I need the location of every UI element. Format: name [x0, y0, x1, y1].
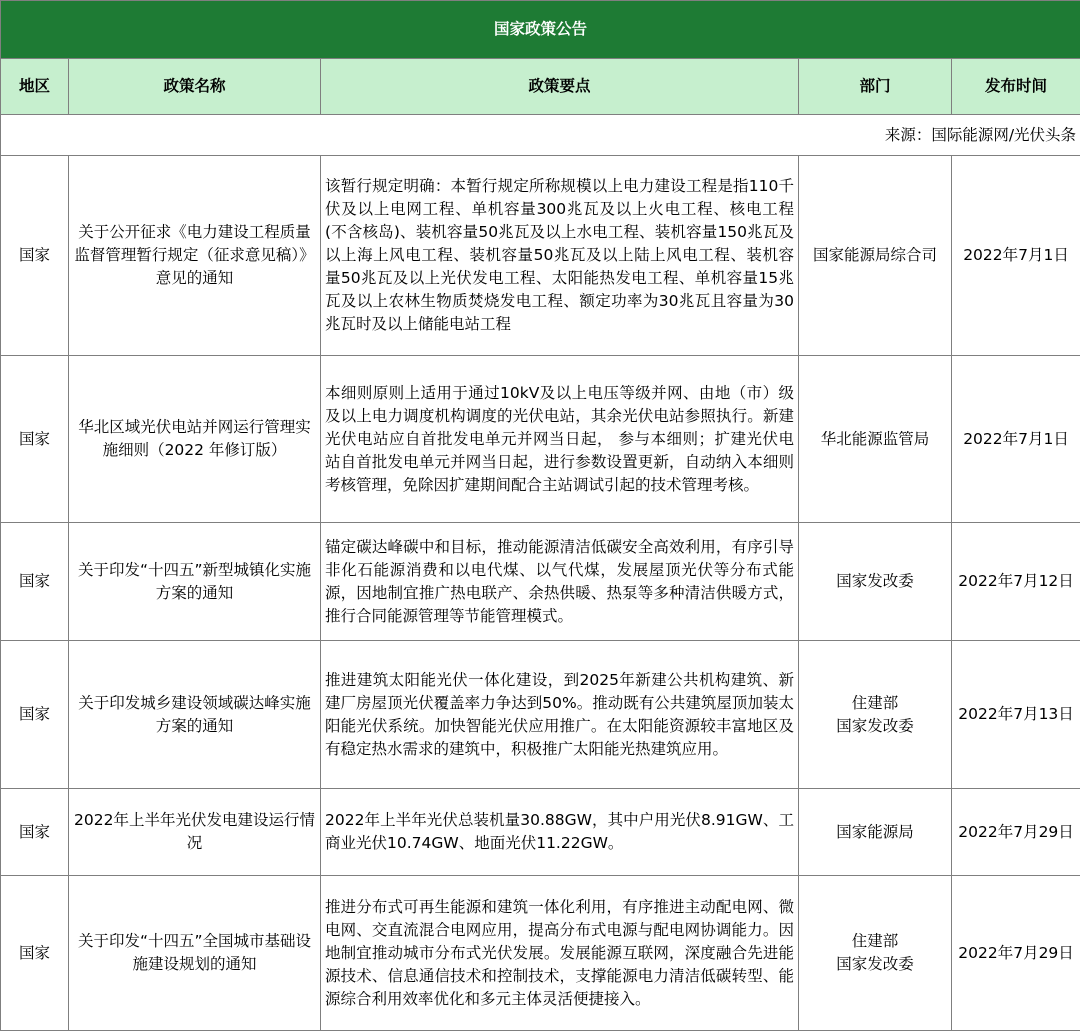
table-row	[1, 356, 1080, 523]
dept-line: 华北能源监管局	[820, 429, 930, 448]
table-row	[1, 789, 1080, 876]
cell-region: 国家	[1, 523, 69, 641]
cell-date: 2022年7月13日	[952, 641, 1080, 789]
cell-name: 关于印发“十四五”全国城市基础设施建设规划的通知	[69, 876, 321, 1031]
cell-points: 本细则原则上适用于通过10kV及以上电压等级并网、由地（市）级及以上电力调度机构调度的光伏电站，其余光伏电站参照执行。新建光伏电站应自首批发电单元并网当日起， 参与本细则；扩建光伏电站自首批发电单元并网当日起，进行参数设置更新，自动纳入本细则考核管理，免除因扩建期间配合主站调试引起的技术管理考核。	[321, 356, 799, 523]
dept-line: 住建部	[851, 693, 899, 712]
cell-region: 国家	[1, 156, 69, 356]
dept-line: 国家能源局	[836, 822, 914, 841]
cell-name: 关于公开征求《电力建设工程质量监督管理暂行规定（征求意见稿）》意见的通知	[69, 156, 321, 356]
source-row	[1, 115, 1080, 156]
table-row	[1, 156, 1080, 356]
cell-points: 推进分布式可再生能源和建筑一体化利用，有序推进主动配电网、微电网、交直流混合电网应用，提高分布式电源与配电网协调能力。因地制宜推动城市分布式光伏发展。发展能源互联网，深度融合先进能源技术、信息通信技术和控制技术，支撑能源电力清洁低碳转型、能源综合利用效率优化和多元主体灵活便捷接入。	[321, 876, 799, 1031]
cell-points: 该暂行规定明确：本暂行规定所称规模以上电力建设工程是指110千伏及以上电网工程、单机容量300兆瓦及以上火电工程、核电工程(不含核岛)、装机容量50兆瓦及以上水电工程、装机容量150兆瓦及以上海上风电工程、装机容量50兆瓦及以上陆上风电工程、装机容量50兆瓦及以上光伏发电工程、太阳能热发电工程、单机容量15兆瓦及以上农林生物质焚烧发电工程、额定功率为30兆瓦且容量为30兆瓦时及以上储能电站工程	[321, 156, 799, 356]
cell-date: 2022年7月29日	[952, 789, 1080, 876]
cell-points: 推进建筑太阳能光伏一体化建设，到2025年新建公共机构建筑、新建厂房屋顶光伏覆盖率力争达到50%。推动既有公共建筑屋顶加装太阳能光伏系统。加快智能光伏应用推广。在太阳能资源较丰富地区及有稳定热水需求的建筑中，积极推广太阳能光热建筑应用。	[321, 641, 799, 789]
dept-line: 国家发改委	[836, 955, 914, 973]
cell-points: 2022年上半年光伏总装机量30.88GW，其中户用光伏8.91GW、工商业光伏10.74GW、地面光伏11.22GW。	[321, 789, 799, 876]
table-row	[1, 876, 1080, 1031]
header-date: 发布时间	[952, 59, 1080, 115]
source-note: 来源：国际能源网/光伏头条	[1, 115, 1080, 156]
cell-date: 2022年7月29日	[952, 876, 1080, 1031]
cell-date: 2022年7月12日	[952, 523, 1080, 641]
cell-region: 国家	[1, 876, 69, 1031]
header-points: 政策要点	[321, 59, 799, 115]
table-row	[1, 641, 1080, 789]
header-name: 政策名称	[69, 59, 321, 115]
cell-date: 2022年7月1日	[952, 156, 1080, 356]
cell-region: 国家	[1, 356, 69, 523]
title-row	[1, 1, 1080, 59]
header-row	[1, 59, 1080, 115]
cell-region: 国家	[1, 641, 69, 789]
cell-name: 关于印发城乡建设领域碳达峰实施方案的通知	[69, 641, 321, 789]
table-title: 国家政策公告	[1, 1, 1080, 59]
cell-points: 锚定碳达峰碳中和目标，推动能源清洁低碳安全高效利用，有序引导非化石能源消费和以电代煤、以气代煤，发展屋顶光伏等分布式能源，因地制宜推广热电联产、余热供暖、热泵等多种清洁供暖方式，推行合同能源管理等节能管理模式。	[321, 523, 799, 641]
cell-name: 关于印发“十四五”新型城镇化实施方案的通知	[69, 523, 321, 641]
cell-dept	[799, 156, 952, 356]
header-region: 地区	[1, 59, 69, 115]
dept-line: 国家发改委	[836, 716, 914, 735]
dept-line: 国家能源局综合司	[812, 246, 937, 264]
cell-dept	[799, 789, 952, 876]
dept-line: 住建部	[851, 932, 899, 950]
table-row	[1, 523, 1080, 641]
cell-dept	[799, 356, 952, 523]
cell-region: 国家	[1, 789, 69, 876]
dept-line: 国家发改委	[836, 572, 914, 590]
cell-date: 2022年7月1日	[952, 356, 1080, 523]
cell-dept	[799, 523, 952, 641]
header-dept: 部门	[799, 59, 952, 115]
cell-dept	[799, 641, 952, 789]
cell-name: 2022年上半年光伏发电建设运行情况	[69, 789, 321, 876]
cell-dept	[799, 876, 952, 1031]
cell-name: 华北区域光伏电站并网运行管理实施细则（2022 年修订版）	[69, 356, 321, 523]
